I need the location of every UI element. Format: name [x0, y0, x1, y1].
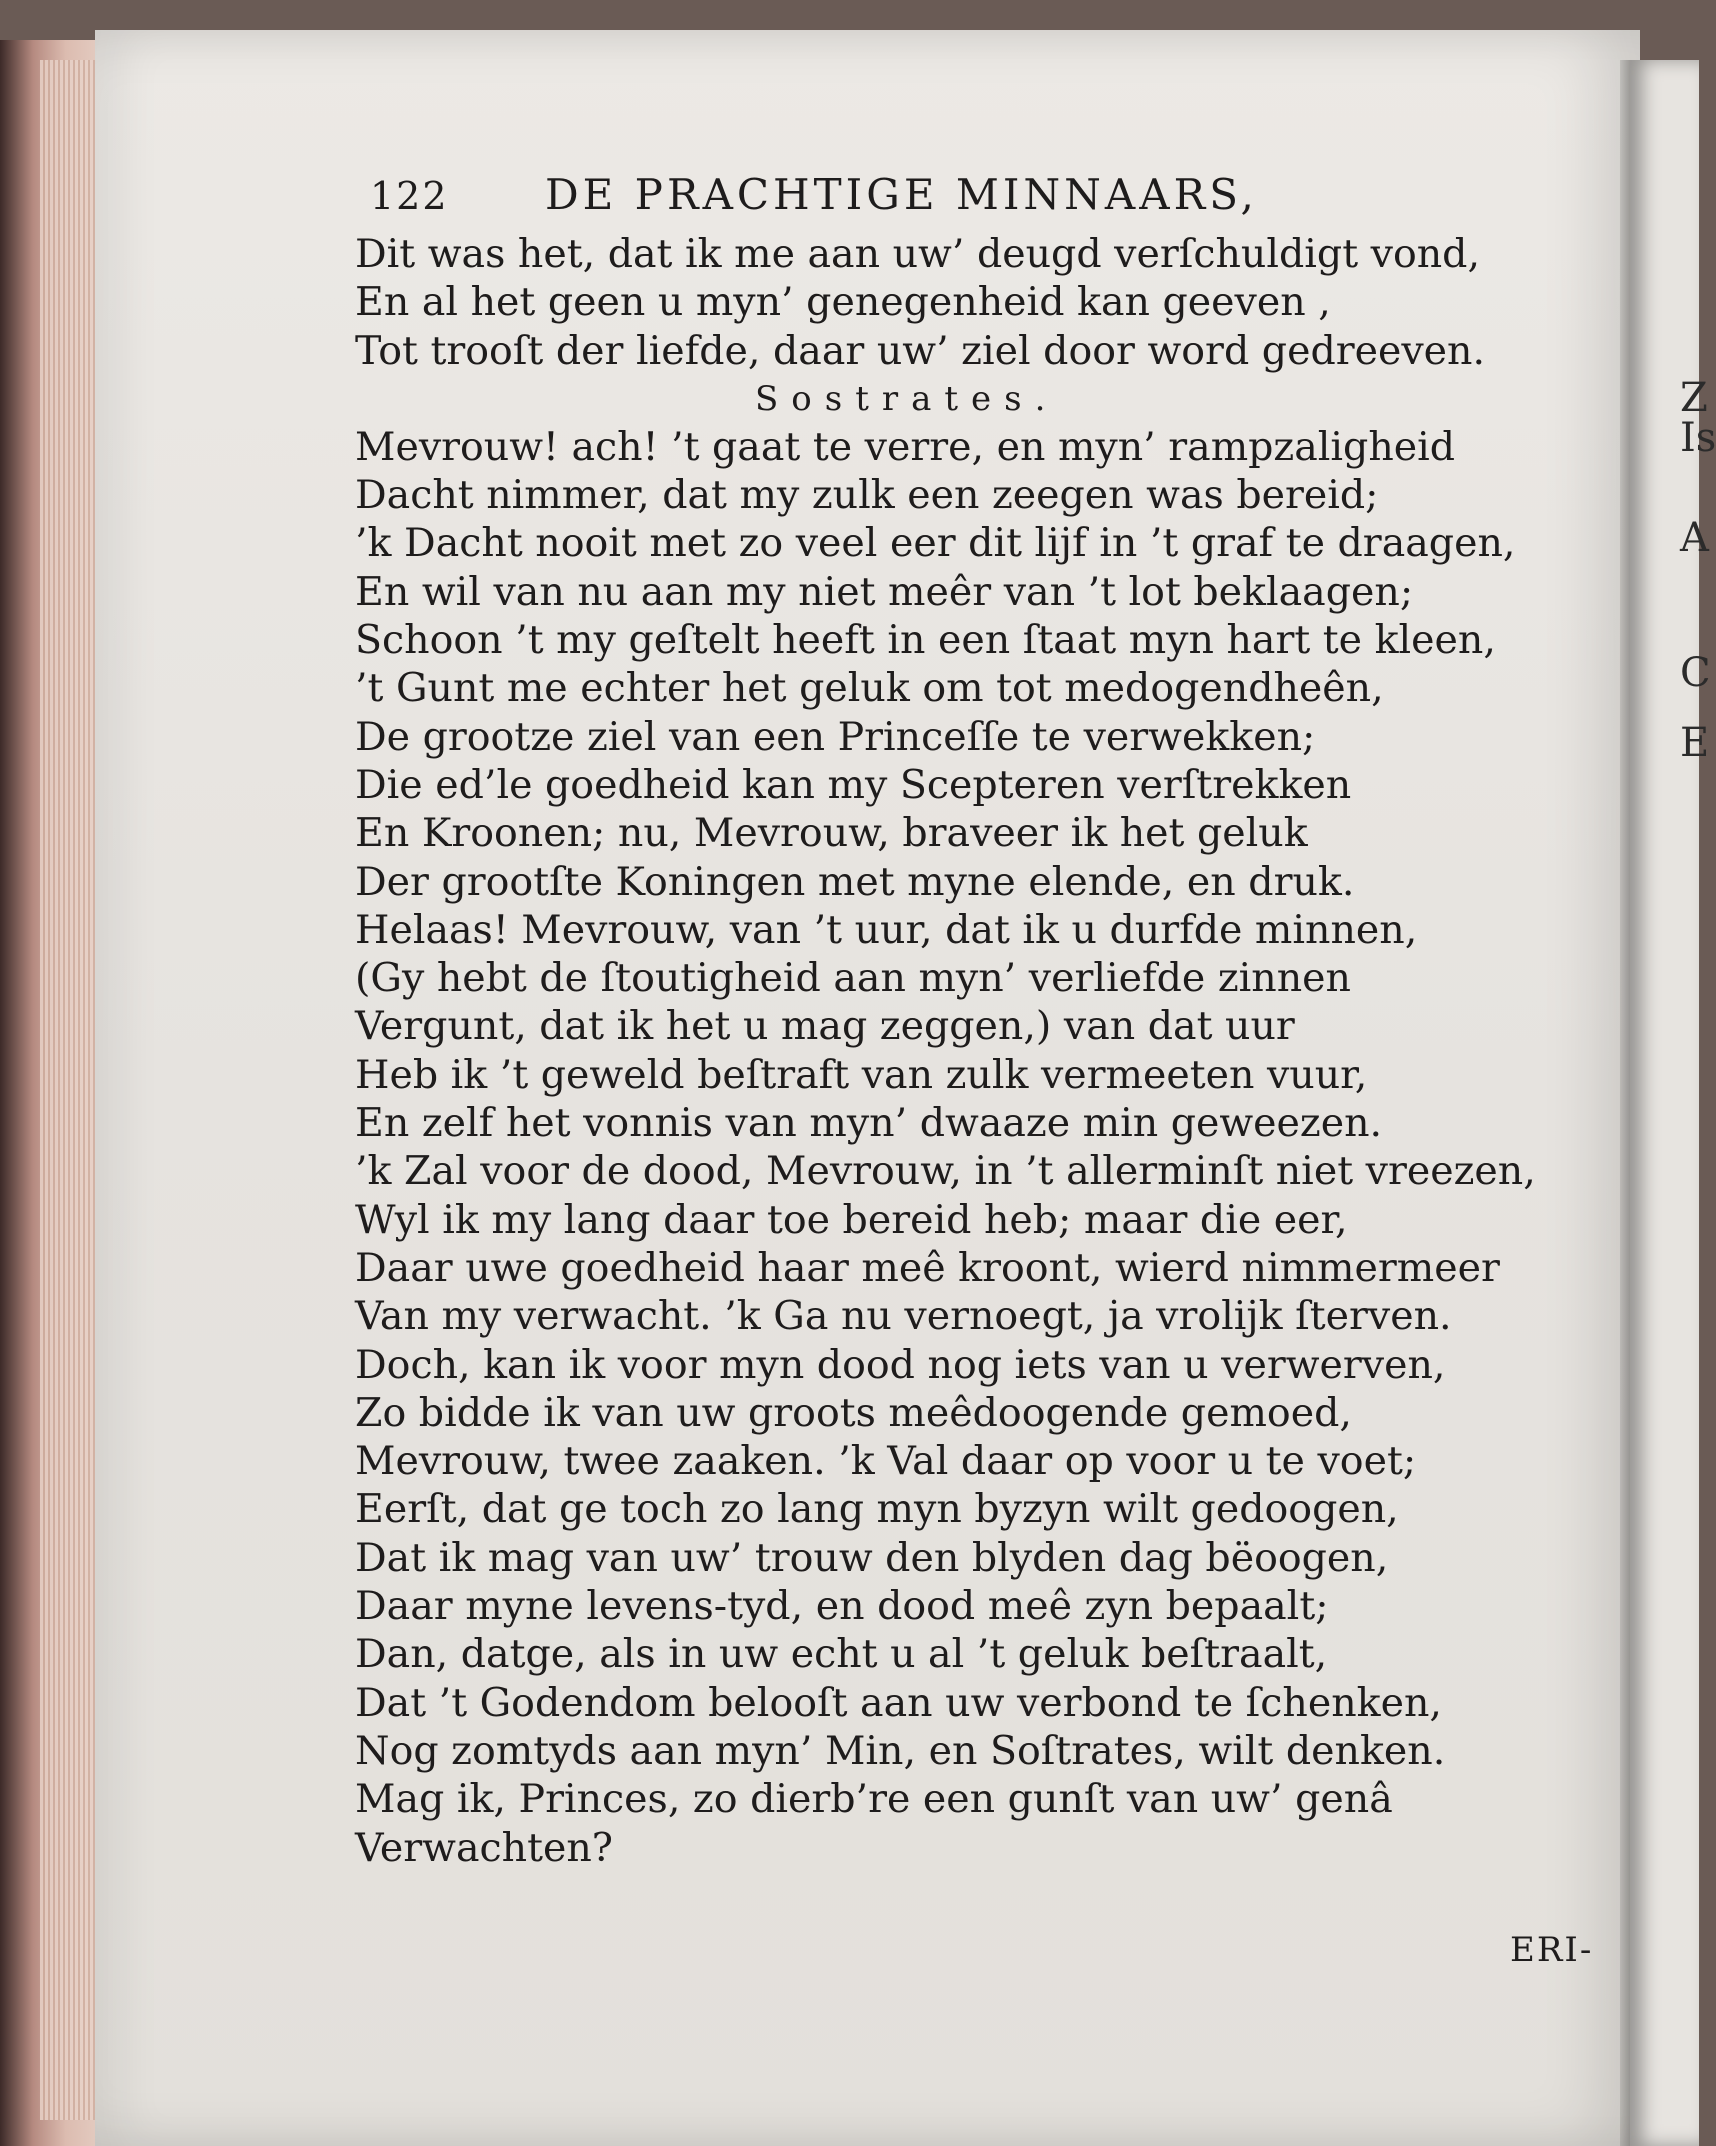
verse-line: Nog zomtyds aan myn’ Min, en Soſtrates, wilt denken. — [355, 1727, 1446, 1774]
verse-line: Mag ik, Princes, zo dierb’re een gunſt van uw’ genâ — [355, 1776, 1393, 1823]
verse-line: Helaas! Mevrouw, van ’t uur, dat ik u durfde minnen, — [355, 906, 1418, 953]
page-number: 122 — [370, 174, 449, 218]
verse-line: Tot trooſt der liefde, daar uw’ ziel door word gedreeven. — [355, 327, 1486, 374]
verse-line: ’k Dacht nooit met zo veel eer dit lijf in ’t graf te draagen, — [355, 520, 1516, 567]
verse-line: Eerſt, dat ge toch zo lang myn byzyn wilt gedoogen, — [355, 1486, 1399, 1533]
verse-line: Dacht nimmer, dat my zulk een zeegen was bereid; — [355, 472, 1379, 519]
verse-line: Mevrouw, twee zaaken. ’k Val daar op voor u te voet; — [355, 1438, 1417, 1485]
verse-line: Wyl ik my lang daar toe bereid heb; maar die eer, — [355, 1196, 1348, 1243]
verse-line: De grootze ziel van een Princeſſe te verwekken; — [355, 713, 1316, 760]
verse-line: Der grootſte Koningen met myne elende, en druk. — [355, 858, 1355, 905]
verse-line: Die ed’le goedheid kan my Scepteren verſtrekken — [355, 761, 1352, 808]
verse-line: Dit was het, dat ik me aan uw’ deugd verſchuldigt vond, — [355, 231, 1481, 277]
running-title: DE PRACHTIGE MINNAARS, — [545, 170, 1258, 219]
verse-line: Daar myne levens-tyd, en dood meê zyn bepaalt; — [355, 1583, 1329, 1630]
verse-line: Van my verwacht. ’k Ga nu vernoegt, ja vrolijk ſterven. — [355, 1293, 1452, 1340]
verse-line: Heb ik ’t geweld beſtraft van zulk vermeeten vuur, — [355, 1051, 1368, 1098]
verse-line: Daar uwe goedheid haar meê kroont, wierd nimmermeer — [355, 1244, 1500, 1291]
facing-page-glyph: A — [1680, 515, 1709, 561]
verse-line: Dan, datge, als in uw echt u al ’t geluk beſtraalt, — [355, 1631, 1328, 1678]
verse-line: Zo bidde ik van uw groots meêdoogende gemoed, — [355, 1389, 1352, 1436]
verse-line: (Gy hebt de ſtoutigheid aan myn’ verliefde zinnen — [355, 955, 1351, 1002]
facing-page-glyph: C — [1680, 650, 1711, 696]
verse-line: Dat ’t Godendom belooſt aan uw verbond te ſchenken, — [355, 1679, 1442, 1726]
speaker-name: Sostrates. — [755, 378, 1059, 419]
verse-line: ’k Zal voor de dood, Mevrouw, in ’t allerminſt niet vreezen, — [355, 1148, 1536, 1195]
page-text — [355, 170, 1594, 1970]
verse-line: En zelf het vonnis van myn’ dwaaze min geweezen. — [355, 1100, 1383, 1147]
facing-page-glyph: Z — [1680, 375, 1708, 421]
facing-page — [1630, 60, 1716, 2146]
verse-line: En wil van nu aan my niet meêr van ’t lot beklaagen; — [355, 568, 1414, 615]
verse-line: En al het geen u myn’ genegenheid kan geeven , — [355, 279, 1331, 326]
verse-line: Mevrouw! ach! ’t gaat te verre, en myn’ rampzaligheid — [355, 423, 1456, 470]
verse-line: Dat ik mag van uw’ trouw den blyden dag bëoogen, — [355, 1534, 1389, 1581]
verse-line: Verwachten? — [355, 1824, 613, 1871]
facing-page-glyph: E — [1680, 720, 1710, 766]
verse-line: Doch, kan ik voor myn dood nog iets van u verwerven, — [355, 1341, 1446, 1388]
catchword: ERI- — [1510, 1930, 1594, 1970]
facing-page-glyph: Is — [1680, 415, 1716, 461]
verse-line: En Kroonen; nu, Mevrouw, braveer ik het geluk — [355, 810, 1308, 857]
verse-line: ’t Gunt me echter het geluk om tot medogendheên, — [355, 665, 1384, 712]
verse-line: Vergunt, dat ik het u mag zeggen,) van dat uur — [355, 1003, 1295, 1050]
running-header — [355, 170, 1555, 230]
verse-line: Schoon ’t my geſtelt heeft in een ſtaat myn hart te kleen, — [355, 617, 1496, 664]
